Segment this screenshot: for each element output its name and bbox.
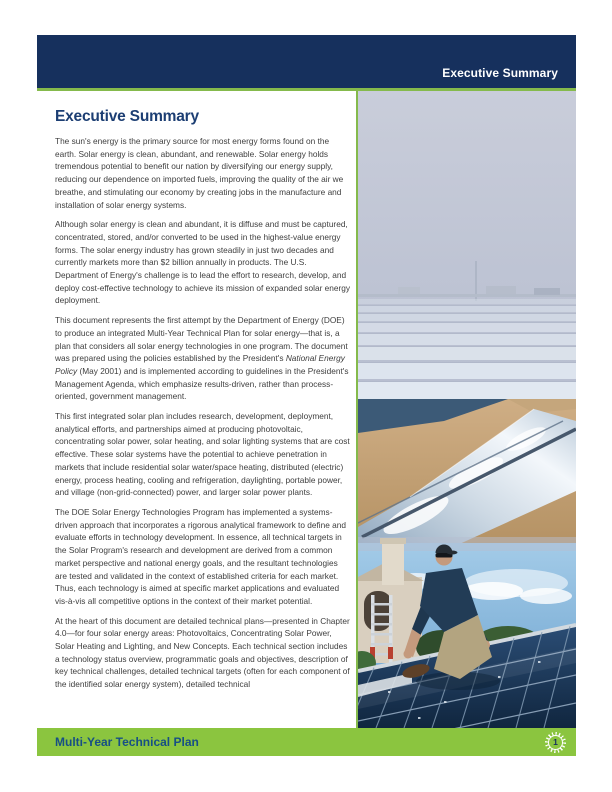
paragraph-3-italic-title: National Energy Policy xyxy=(55,353,345,376)
header-bar xyxy=(37,35,576,88)
paragraph-3 xyxy=(55,314,352,403)
solar-photo-illustration xyxy=(358,91,576,728)
paragraph-3-post: (May 2001) and is implemented according to guidelines in the President's Management Agenda, which emphasize results-driven, rather than process-oriented, government management. xyxy=(55,365,349,402)
paragraph-1: The sun's energy is the primary source for most energy forms found on the earth. Solar energy is clean, abundant, and renewable. Solar energy holds tremendous potential to benefit our nation by diversifying our energy supply, reducing our dependence on imported fuels, improving the quality of the air we breathe, and stimulating our economy by creating jobs in the manufacture and installation of solar energy systems. xyxy=(55,136,344,210)
solar-photo xyxy=(356,91,576,728)
footer-title: Multi-Year Technical Plan xyxy=(55,735,199,749)
header-section-title: Executive Summary xyxy=(442,66,558,80)
photo-trough-closeup xyxy=(358,399,576,561)
paragraph-2: Although solar energy is clean and abundant, it is diffuse and must be captured, concentrated, stored, and/or converted to be used in the highest-value energy forms. The solar energy industry has grown steadily in just two decades and currently markets more than $2 billion annually in products. The U.S. Department of Energy's challenge is to lead the effort to research, develop, and deploy cost-effective technology to achieve its mission of expanded solar energy deployment. xyxy=(55,219,351,306)
paragraph-5: The DOE Solar Energy Technologies Program has implemented a systems-driven approach that incorporates a rigorous analytical framework to define and evaluate efforts in technology development. In essence, all technical targets in the Solar Program's research and development are derived from a common market perspective and national energy goals, and the resultant technologies are tested and validated in the context of established criteria for each market. Thus, each technology is aimed at specific market applications and evaluated vis-à-vis all competitive options in the context of their market potential. xyxy=(55,506,347,606)
paragraph-4: This first integrated solar plan includes research, development, deployment, analytical efforts, and partnerships aimed at producing photovoltaic, concentrating solar power, solar heating, and solar lighting systems that are cost effective. These solar systems have the potential to achieve penetration in markets that include residential solar water/space heating, distributed (electric) energy, process heating, cooling and refrigeration, daylighting, portable power, and village (non-grid-connected) power, and larger solar power plants. xyxy=(55,411,350,498)
sun-page-number-icon xyxy=(545,732,566,753)
body-column xyxy=(55,108,352,726)
photo-hazy-sky xyxy=(358,91,576,409)
page-title: Executive Summary xyxy=(55,108,199,125)
page-number: 1 xyxy=(548,735,563,750)
footer-bar xyxy=(37,728,576,756)
paragraph-3-pre: This document represents the first attempt by the Department of Energy (DOE) to produce an integrated Multi-Year Technical Plan for solar energy—that is, a plan that considers all solar energy technologies in one program. The document was prepared using the policies established by the President's xyxy=(55,315,348,364)
paragraph-6: At the heart of this document are detailed technical plans—presented in Chapter 4.0—for four solar energy areas: Photovoltaics, Concentrating Solar Power, Solar Heating and Lighting, and New Concepts. Each technical section includes a technology status overview, programmatic goals and objectives, description of key technical challenges, detailed technical targets (often for each component of the identified solar energy system), detailed technical xyxy=(55,615,350,690)
photo-trough-field-rows xyxy=(358,299,576,402)
